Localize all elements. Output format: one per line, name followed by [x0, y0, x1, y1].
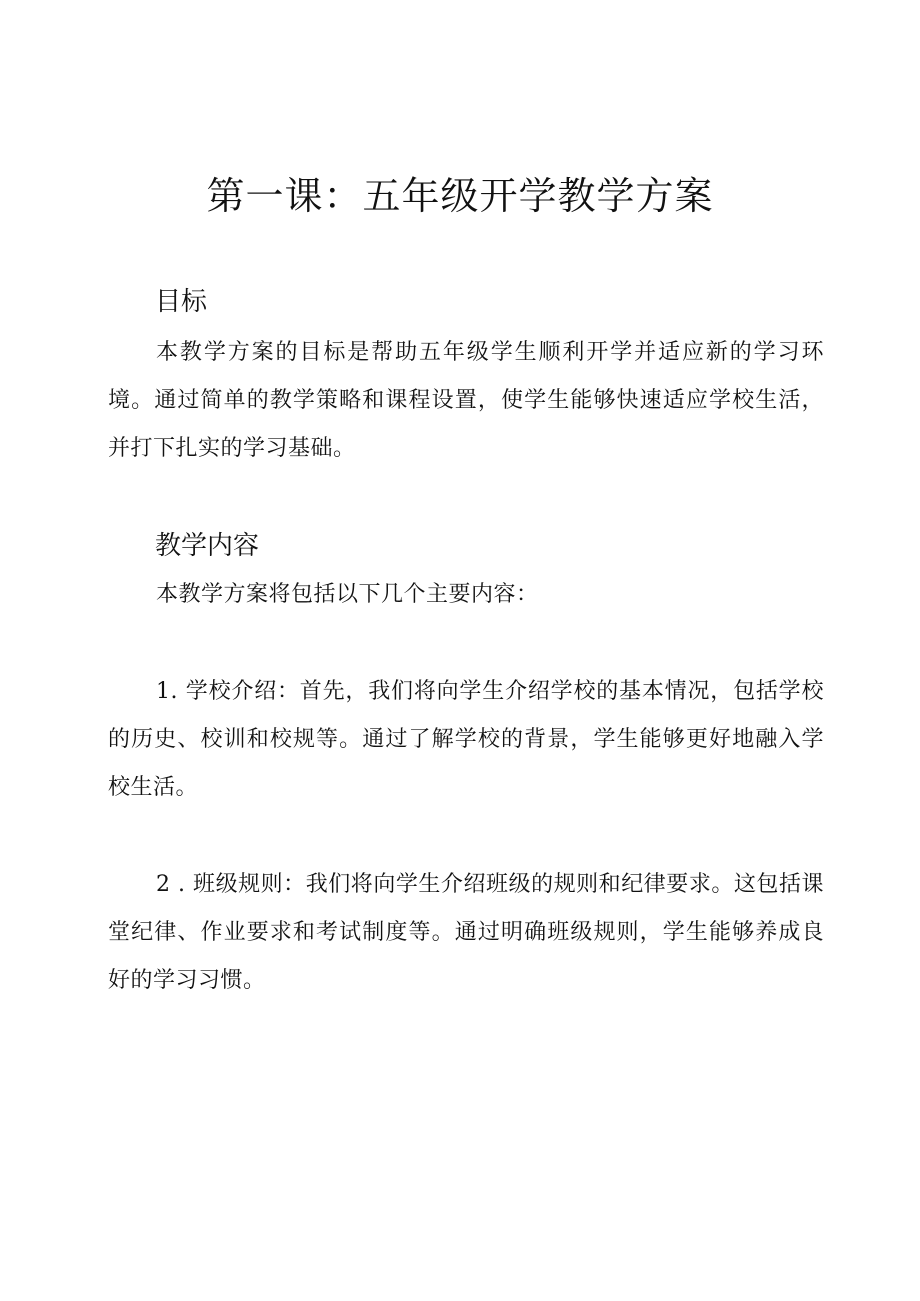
goals-paragraph: 本教学方案的目标是帮助五年级学生顺利开学并适应新的学习环境。通过简单的教学策略和课程设置，使学生能够快速适应学校生活，并打下扎实的学习基础。: [108, 340, 824, 461]
section-heading-goals: 目标: [155, 287, 208, 317]
section-heading-content: 教学内容: [155, 531, 260, 561]
page-title: 第一课：五年级开学教学方案: [206, 174, 714, 218]
list-item-class-rules: 2 . 班级规则：我们将向学生介绍班级的规则和纪律要求。这包括课堂纪律、作业要求和考试制度等。通过明确班级规则，学生能够养成良好的学习习惯。: [108, 872, 824, 993]
list-item-school-intro: 1. 学校介绍：首先，我们将向学生介绍学校的基本情况，包括学校的历史、校训和校规等。通过了解学校的背景，学生能够更好地融入学校生活。: [108, 679, 824, 800]
content-intro-paragraph: 本教学方案将包括以下几个主要内容：: [156, 582, 539, 607]
